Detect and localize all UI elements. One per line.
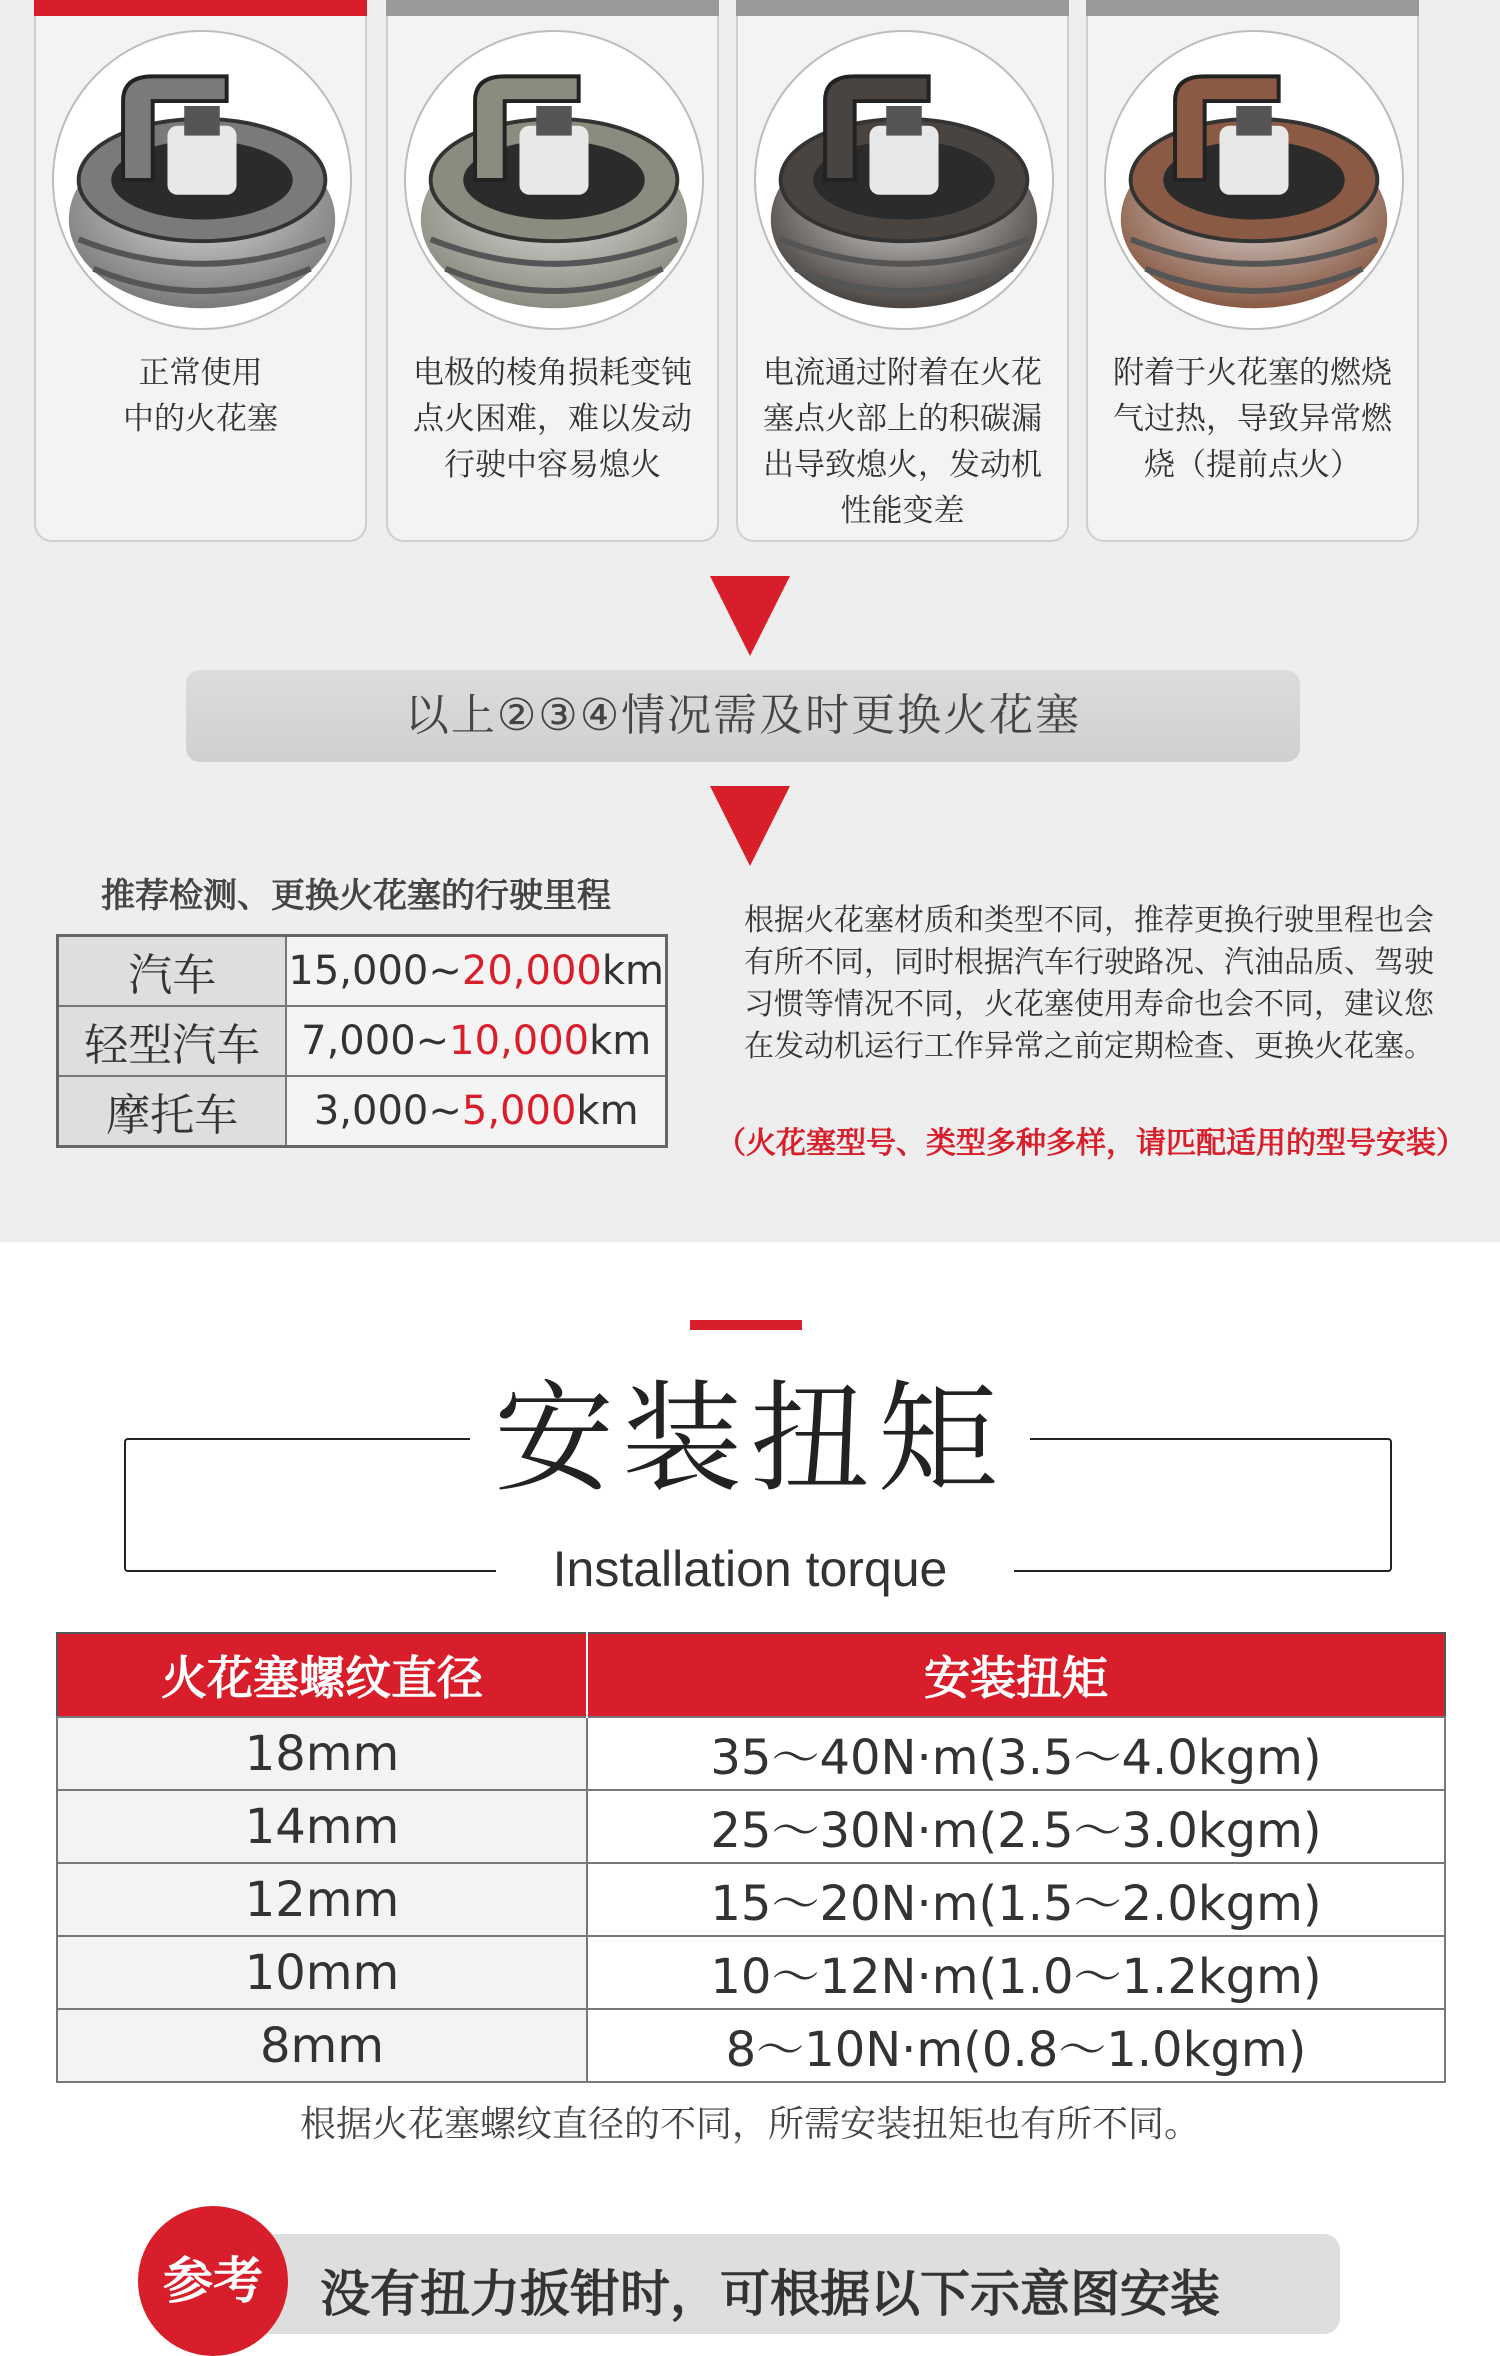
card-header [1086,0,1419,16]
vehicle-type: 汽车 [58,936,287,1007]
thread-diameter: 14mm [57,1790,587,1863]
replacement-note: 根据火花塞材质和类型不同，推荐更换行驶里程也会有所不同，同时根据汽车行驶路况、汽油品质、驾驶习惯等情况不同，火花塞使用寿命也会不同，建议您在发动机运行工作异常之前定期检查、更换火花塞。 [744,903,1434,1064]
table-row [57,1863,1445,1936]
table-row [57,2009,1445,2082]
condition-card [736,0,1069,542]
card-header [736,0,1069,16]
table-row [57,1790,1445,1863]
section-subtitle: Installation torque [552,1541,948,1597]
condition-card [1086,0,1419,542]
reference-badge: 参考 [138,2206,288,2356]
torque-value: 35～40N·m(3.5～4.0kgm) [587,1717,1445,1790]
torque-value: 25～30N·m(2.5～3.0kgm) [587,1790,1445,1863]
column-header: 火花塞螺纹直径 [57,1633,587,1717]
card-header [34,0,367,16]
vehicle-type: 轻型汽车 [58,1006,287,1076]
condition-card [386,0,719,542]
section-title: 安装扭矩 [494,1370,1006,1509]
card-header [386,0,719,16]
torque-footnote: 根据火花塞螺纹直径的不同，所需安装扭矩也有所不同。 [299,2104,1200,2145]
mileage-range: 7,000~10,000km [286,1006,666,1076]
table-row [58,1076,667,1147]
spark-plug-image [754,30,1054,330]
spark-plug-image [404,30,704,330]
mileage-table [56,934,668,1148]
torque-table [56,1632,1446,2083]
mileage-range: 15,000~20,000km [286,936,666,1007]
spark-plug-image [1104,30,1404,330]
replace-banner: 以上②③④情况需及时更换火花塞 [186,670,1300,762]
torque-value: 10～12N·m(1.0～1.2kgm) [587,1936,1445,2009]
card-description: 电极的棱角损耗变钝 点火困难，难以发动 行驶中容易熄火 [413,355,692,483]
table-row [57,1717,1445,1790]
down-arrow-icon [710,786,790,866]
torque-value: 15～20N·m(1.5～2.0kgm) [587,1863,1445,1936]
card-description: 电流通过附着在火花 塞点火部上的积碳漏 出导致熄火，发动机 性能变差 [763,355,1042,529]
column-header: 安装扭矩 [587,1633,1445,1717]
table-row [57,1936,1445,2009]
table-row [58,1006,667,1076]
thread-diameter: 12mm [57,1863,587,1936]
thread-diameter: 10mm [57,1936,587,2009]
section-accent-bar [690,1320,802,1330]
reference-text: 没有扭力扳钳时，可根据以下示意图安装 [320,2265,1220,2323]
torque-value: 8～10N·m(0.8～1.0kgm) [587,2009,1445,2082]
condition-card [34,0,367,542]
down-arrow-icon [710,576,790,656]
mileage-range: 3,000~5,000km [286,1076,666,1147]
mileage-title: 推荐检测、更换火花塞的行驶里程 [101,876,611,916]
model-warning: （火花塞型号、类型多种多样，请匹配适用的型号安装） [716,1126,1466,1161]
card-description: 附着于火花塞的燃烧 气过热，导致异常燃 烧（提前点火） [1113,355,1392,483]
card-description: 正常使用 中的火花塞 [123,355,278,437]
thread-diameter: 8mm [57,2009,587,2082]
spark-plug-image [52,30,352,330]
thread-diameter: 18mm [57,1717,587,1790]
vehicle-type: 摩托车 [58,1076,287,1147]
table-row [58,936,667,1007]
